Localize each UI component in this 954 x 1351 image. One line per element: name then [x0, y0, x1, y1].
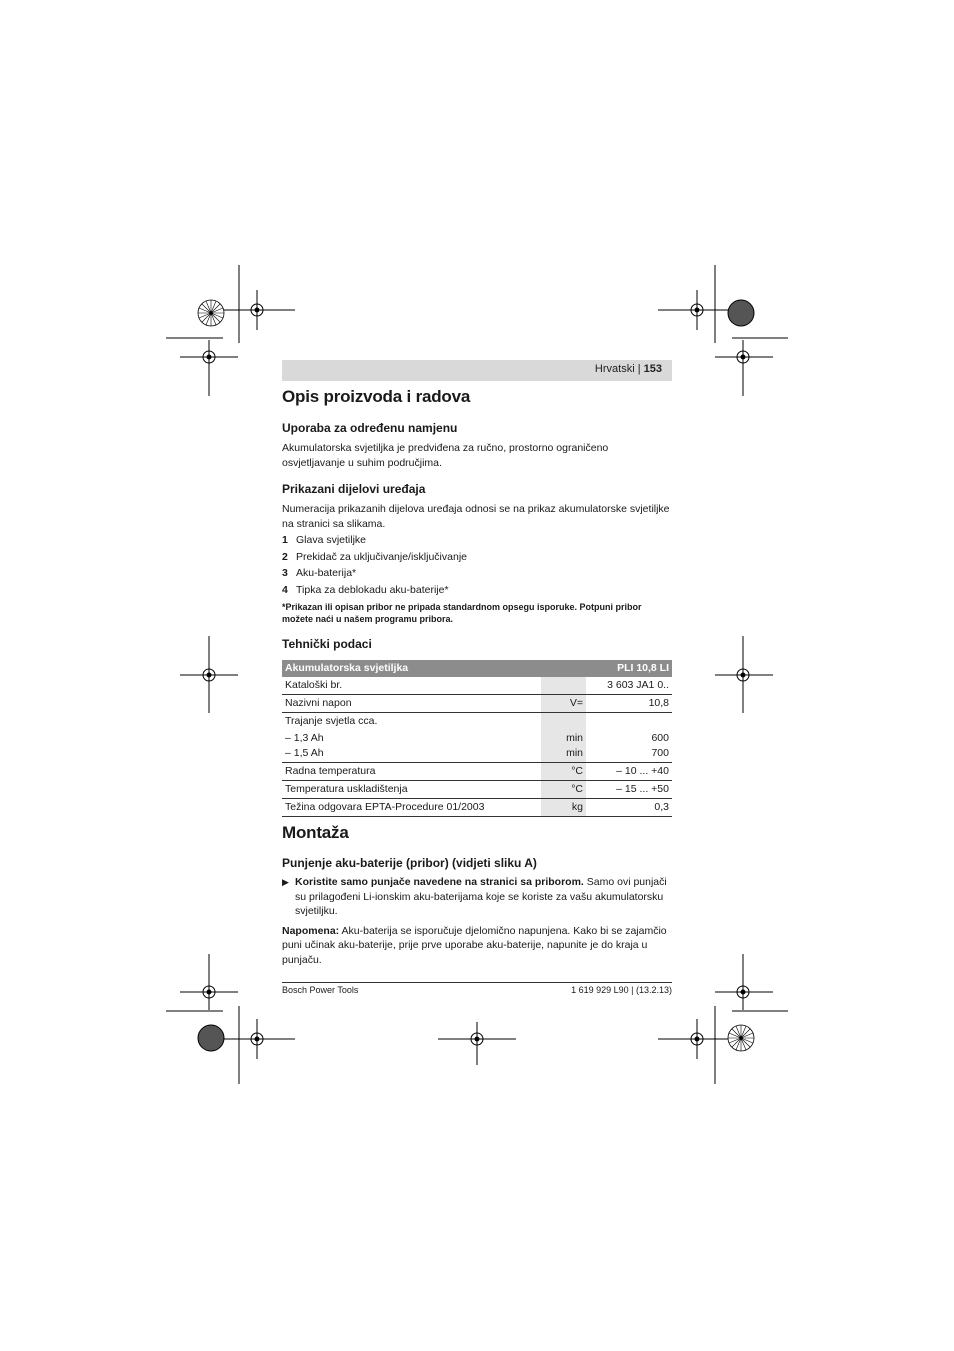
row-label: Nazivni napon — [282, 695, 541, 713]
page-header — [595, 363, 662, 375]
row-unit: °C — [541, 781, 586, 799]
duration-label-cell — [282, 713, 541, 763]
duration-value-cell — [586, 713, 672, 763]
row-label: Težina odgovara EPTA-Procedure 01/2003 — [282, 799, 541, 817]
list-item-number: 3 — [282, 567, 288, 579]
row-unit: V= — [541, 695, 586, 713]
table-row — [282, 677, 672, 695]
page-header-bar — [282, 360, 672, 381]
table-header-row — [282, 660, 672, 677]
accessory-footnote: *Prikazan ili opisan pribor ne pripada standardnom opsegu isporuke. Potpuni pribor možete naći u našem programu pribora. — [282, 602, 642, 624]
page-content — [282, 386, 672, 967]
duration-sub2-label: – 1,5 Ah — [285, 747, 324, 759]
row-label: Temperatura uskladištenja — [282, 781, 541, 799]
footer-brand: Bosch Power Tools — [282, 985, 359, 995]
page-footer — [282, 982, 672, 995]
intended-use-text: Akumulatorska svjetiljka je predviđena za ručno, prostorno ograničeno osvjetljavanje u suhim područjima. — [282, 442, 609, 469]
list-item — [282, 533, 672, 548]
charging-note — [282, 924, 672, 968]
section-title-assembly: Montaža — [282, 823, 349, 842]
note-text: Aku-baterija se isporučuje djelomično napunjena. Kako bi se zajamčio puni učinak aku-baterije, prije prve uporabe aku-baterije, napunite je do kraja u punjaču. — [282, 924, 667, 966]
header-separator: | — [637, 363, 641, 375]
list-item-label: Tipka za deblokadu aku-baterije* — [296, 583, 449, 596]
row-value: 3 603 JA1 0.. — [586, 677, 672, 695]
charging-instruction-rest: Samo ovi punjači su prilagođeni Li-ionskim aku-baterijama koje se koriste za vašu akumulatorsku svjetiljku. — [295, 876, 667, 917]
list-item-number: 2 — [282, 550, 288, 563]
page-number: 153 — [643, 363, 662, 375]
row-value: 0,3 — [586, 799, 672, 817]
row-value: 10,8 — [586, 695, 672, 713]
duration-label: Trajanje svjetla cca. — [285, 715, 378, 727]
row-value: – 10 ... +40 — [586, 763, 672, 781]
duration-sub1-label: – 1,3 Ah — [285, 732, 324, 744]
row-value: – 15 ... +50 — [586, 781, 672, 799]
table-row — [282, 763, 672, 781]
duration-sub2-value: 700 — [651, 747, 669, 759]
table-header-model: PLI 10,8 LI — [586, 660, 672, 677]
table-row — [282, 799, 672, 817]
row-unit: °C — [541, 763, 586, 781]
list-item-label: Glava svjetiljke — [296, 534, 367, 546]
footer-doc-id: 1 619 929 L90 | (13.2.13) — [571, 985, 672, 995]
tech-data-table — [282, 660, 672, 817]
duration-sub2-unit: min — [566, 747, 583, 759]
row-label: Kataloški br. — [282, 677, 541, 695]
table-row — [282, 781, 672, 799]
table-row — [282, 695, 672, 713]
tech-data-heading: Tehnički podaci — [282, 637, 372, 651]
duration-sub1-unit: min — [566, 732, 583, 744]
duration-sub1-value: 600 — [651, 732, 669, 744]
list-item-label: Prekidač za uključivanje/isključivanje — [296, 550, 467, 563]
note-label: Napomena: — [282, 924, 340, 937]
table-header-label: Akumulatorska svjetiljka — [282, 660, 586, 677]
list-item-number: 1 — [282, 534, 288, 546]
charging-instruction-bold: Koristite samo punjače navedene na stranici sa priborom. — [295, 876, 584, 888]
charging-instruction — [282, 875, 672, 919]
table-row-duration — [282, 713, 672, 763]
list-item — [282, 550, 672, 565]
charging-heading: Punjenje aku-baterije (pribor) (vidjeti sliku A) — [282, 856, 537, 870]
list-item — [282, 583, 672, 598]
header-language: Hrvatski — [594, 363, 635, 375]
section-title-product: Opis proizvoda i radova — [282, 387, 471, 406]
row-unit: kg — [541, 799, 586, 817]
list-item-number: 4 — [282, 583, 288, 596]
components-heading: Prikazani dijelovi uređaja — [282, 482, 426, 496]
list-item — [282, 566, 672, 581]
charging-instruction-text — [295, 875, 672, 919]
row-unit — [541, 677, 586, 695]
duration-unit-cell — [541, 713, 586, 763]
row-label: Radna temperatura — [282, 763, 541, 781]
list-item-label: Aku-baterija* — [296, 567, 357, 579]
intended-use-heading: Uporaba za određenu namjenu — [282, 421, 458, 435]
bullet-arrow-icon: ▶ — [282, 877, 289, 887]
components-intro: Numeracija prikazanih dijelova uređaja odnosi se na prikaz akumulatorske svjetiljke na stranici sa slikama. — [282, 503, 670, 530]
